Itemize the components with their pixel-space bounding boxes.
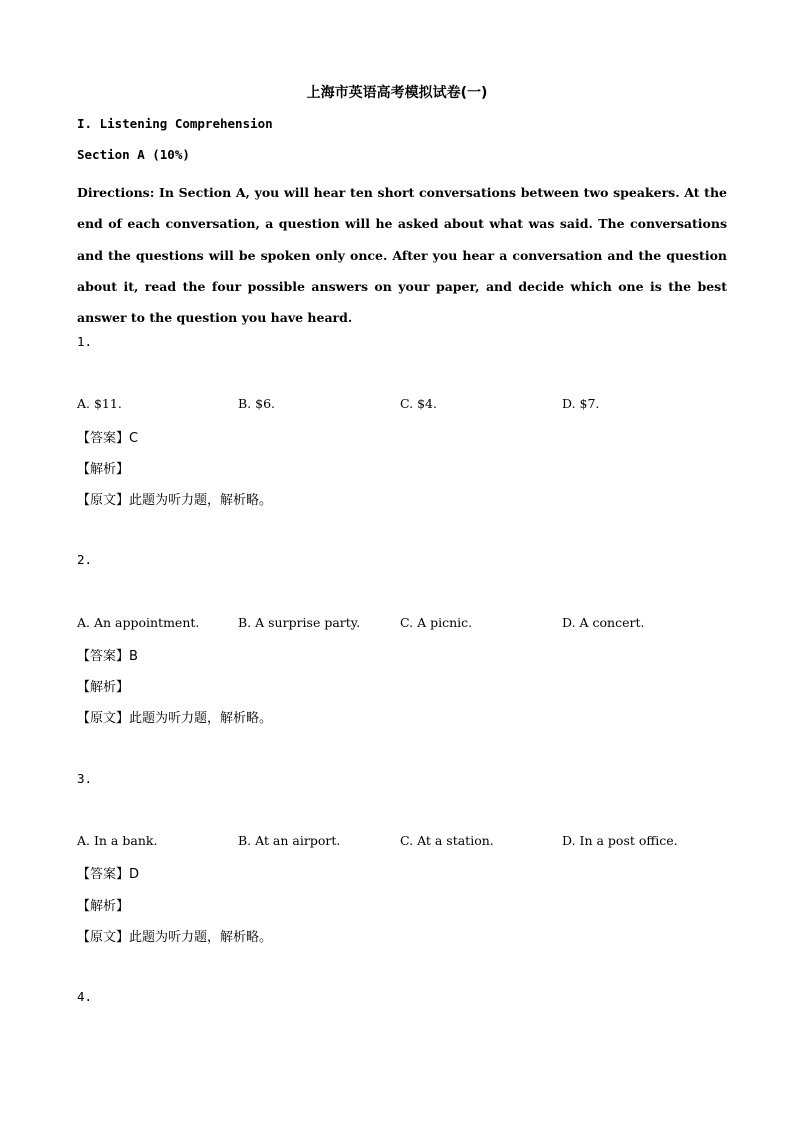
option-c: C. A picnic. [400, 615, 473, 630]
question-options [77, 615, 727, 633]
option-a: A. $11. [77, 396, 122, 411]
part-heading: I. Listening Comprehension [77, 116, 273, 131]
analysis-label: 【解析】 [77, 680, 130, 695]
answer-line: 【答案】D [77, 867, 140, 882]
option-c: C. At a station. [400, 833, 494, 848]
section-heading: Section A (10%) [77, 147, 190, 162]
option-b: B. At an airport. [238, 833, 341, 848]
answer-line: 【答案】B [77, 649, 138, 664]
option-d: D. A concert. [562, 615, 645, 630]
question-number: 3. [77, 771, 93, 786]
option-b: B. A surprise party. [238, 615, 361, 630]
question-number: 1. [77, 334, 93, 349]
question-options [77, 396, 727, 414]
original-text-line: 【原文】此题为听力题，解析略。 [77, 493, 273, 508]
option-a: A. In a bank. [77, 833, 158, 848]
analysis-label: 【解析】 [77, 462, 130, 477]
answer-line: 【答案】C [77, 431, 139, 446]
question-number: 4. [77, 989, 93, 1004]
option-d: D. In a post office. [562, 833, 678, 848]
original-text-line: 【原文】此题为听力题，解析略。 [77, 930, 273, 945]
directions-paragraph: Directions: In Section A, you will hear ten short conversations between two speakers. At the end of each conversation, a question will he asked about what was said. The conversations and the questions will be spoken only once. After you hear a conversation and the question about it, read the four possible answers on your paper, and decide which one is the best answer to the question you have heard. [77, 185, 727, 326]
page-title: 上海市英语高考模拟试卷(一) [306, 85, 488, 101]
option-a: A. An appointment. [77, 615, 200, 630]
option-c: C. $4. [400, 396, 437, 411]
question-number: 2. [77, 552, 93, 567]
question-options [77, 833, 727, 851]
original-text-line: 【原文】此题为听力题，解析略。 [77, 711, 273, 726]
option-d: D. $7. [562, 396, 600, 411]
option-b: B. $6. [238, 396, 276, 411]
analysis-label: 【解析】 [77, 899, 130, 914]
